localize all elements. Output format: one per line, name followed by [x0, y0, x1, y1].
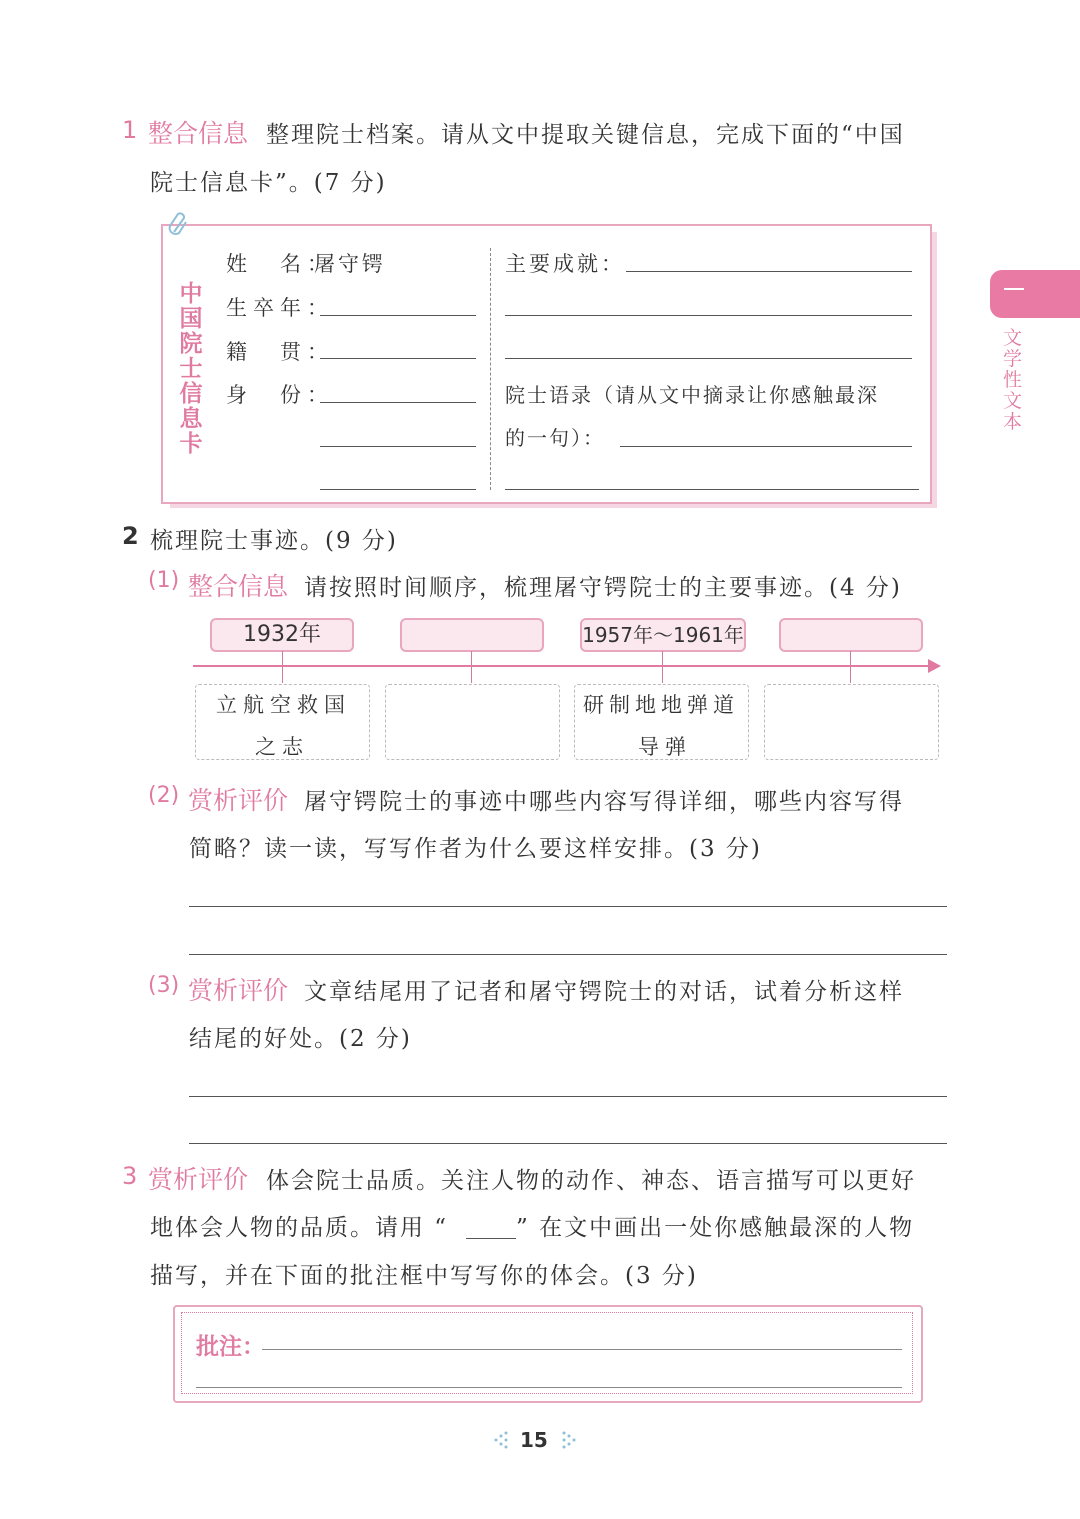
- quote-input-line-2[interactable]: [505, 489, 919, 490]
- q1-line1: 整理院士档案。请从文中提取关键信息，完成下面的“中国: [266, 122, 905, 148]
- event-3-line1: 研制地地弹道: [583, 693, 739, 717]
- q2-sub3-number: (3): [148, 973, 180, 998]
- quote-line1: 院士语录（请从文中摘录让你感触最深: [505, 383, 879, 407]
- page-ornament-left-icon: [493, 1430, 511, 1450]
- q3-line3: 描写，并在下面的批注框中写写你的体会。(3 分): [150, 1263, 698, 1289]
- birth-input-line[interactable]: [320, 315, 476, 316]
- q2-sub3-answer-line-2[interactable]: [189, 1143, 947, 1144]
- native-label: 籍 贯：: [226, 340, 334, 364]
- q2-sub2-line1: 屠守锷院士的事迹中哪些内容写得详细，哪些内容写得: [304, 789, 904, 815]
- q1-tag: 整合信息: [148, 119, 249, 148]
- q2-sub2-answer-line-2[interactable]: [189, 954, 947, 955]
- info-card-title: 中国院士信息卡: [179, 281, 203, 457]
- q3-line2b: ” 在文中画出一处你感触最深的人物: [516, 1215, 915, 1241]
- q1-number: 1: [122, 116, 138, 144]
- timeline-stem-4: [850, 651, 851, 683]
- timeline-axis: [193, 665, 931, 667]
- achievement-input-line-3[interactable]: [505, 358, 912, 359]
- chapter-tab-label: 文学性文本: [1003, 327, 1023, 433]
- birth-label: 生卒年：: [226, 296, 334, 320]
- timeline-date-2[interactable]: [400, 618, 544, 652]
- quote-line2: 的一句）：: [505, 426, 605, 450]
- timeline-arrow-icon: [928, 659, 941, 673]
- q2-sub3-answer-line-1[interactable]: [189, 1096, 947, 1097]
- q2-sub1-text: 请按照时间顺序，梳理屠守锷院士的主要事迹。(4 分): [304, 575, 902, 601]
- annotation-input-line-1[interactable]: [262, 1349, 902, 1350]
- event-3-line2: 导弹: [638, 735, 692, 759]
- achievement-input-line-2[interactable]: [505, 315, 912, 316]
- paperclip-icon: [166, 210, 192, 238]
- q3-number: 3: [122, 1162, 138, 1190]
- identity-input-line-2[interactable]: [320, 446, 476, 447]
- q3-line2a: 地体会人物的品质。请用 “: [150, 1215, 449, 1241]
- card-divider: [490, 248, 491, 490]
- achievement-label: 主要成就：: [505, 252, 625, 276]
- achievement-input-line[interactable]: [626, 271, 912, 272]
- event-1-line2: 之志: [255, 735, 309, 759]
- q1-line2: 院士信息卡”。(7 分): [150, 170, 387, 196]
- timeline-date-4[interactable]: [779, 618, 923, 652]
- name-label: 姓 名：: [226, 252, 334, 276]
- annotation-label: 批注：: [196, 1334, 265, 1360]
- page-number: 15: [520, 1428, 548, 1452]
- q3-mark-blank[interactable]: [466, 1238, 516, 1239]
- timeline-date-1: 1932年: [210, 618, 354, 652]
- identity-input-line-3[interactable]: [320, 489, 476, 490]
- timeline-date-3: 1957年～1961年: [580, 618, 746, 652]
- event-1-line1: 立航空救国: [216, 693, 351, 717]
- identity-label: 身 份：: [226, 383, 334, 407]
- q3-tag: 赏析评价: [148, 1165, 249, 1194]
- q2-sub1-tag: 整合信息: [188, 572, 289, 601]
- q2-sub3-line1: 文章结尾用了记者和屠守锷院士的对话，试着分析这样: [304, 979, 904, 1005]
- timeline-stem-3: [662, 651, 663, 683]
- identity-input-line[interactable]: [320, 402, 476, 403]
- q2-sub2-number: (2): [148, 783, 180, 808]
- annotation-input-line-2[interactable]: [196, 1387, 902, 1388]
- native-input-line[interactable]: [320, 358, 476, 359]
- q2-sub3-line2: 结尾的好处。(2 分): [189, 1026, 412, 1052]
- q2-sub2-line2: 简略？读一读，写写作者为什么要这样安排。(3 分): [189, 836, 762, 862]
- q2-sub2-answer-line-1[interactable]: [189, 906, 947, 907]
- page-ornament-right-icon: [559, 1430, 577, 1450]
- q3-line1: 体会院士品质。关注人物的动作、神态、语言描写可以更好: [266, 1168, 916, 1194]
- q2-sub1-number: (1): [148, 568, 180, 593]
- q2-sub3-tag: 赏析评价: [188, 976, 289, 1005]
- quote-input-line[interactable]: [620, 446, 912, 447]
- chapter-tab-number: [1004, 288, 1024, 290]
- q2-sub2-tag: 赏析评价: [188, 786, 289, 815]
- chapter-tab: [990, 270, 1080, 318]
- q2-number: 2: [122, 522, 139, 550]
- timeline-event-4[interactable]: [764, 684, 939, 760]
- q2-text: 梳理院士事迹。(9 分): [150, 528, 398, 554]
- timeline-stem-2: [471, 651, 472, 683]
- timeline-event-2[interactable]: [385, 684, 560, 760]
- timeline-stem-1: [282, 651, 283, 683]
- name-value: 屠守锷: [314, 252, 386, 276]
- annotation-box-inner: [181, 1312, 913, 1394]
